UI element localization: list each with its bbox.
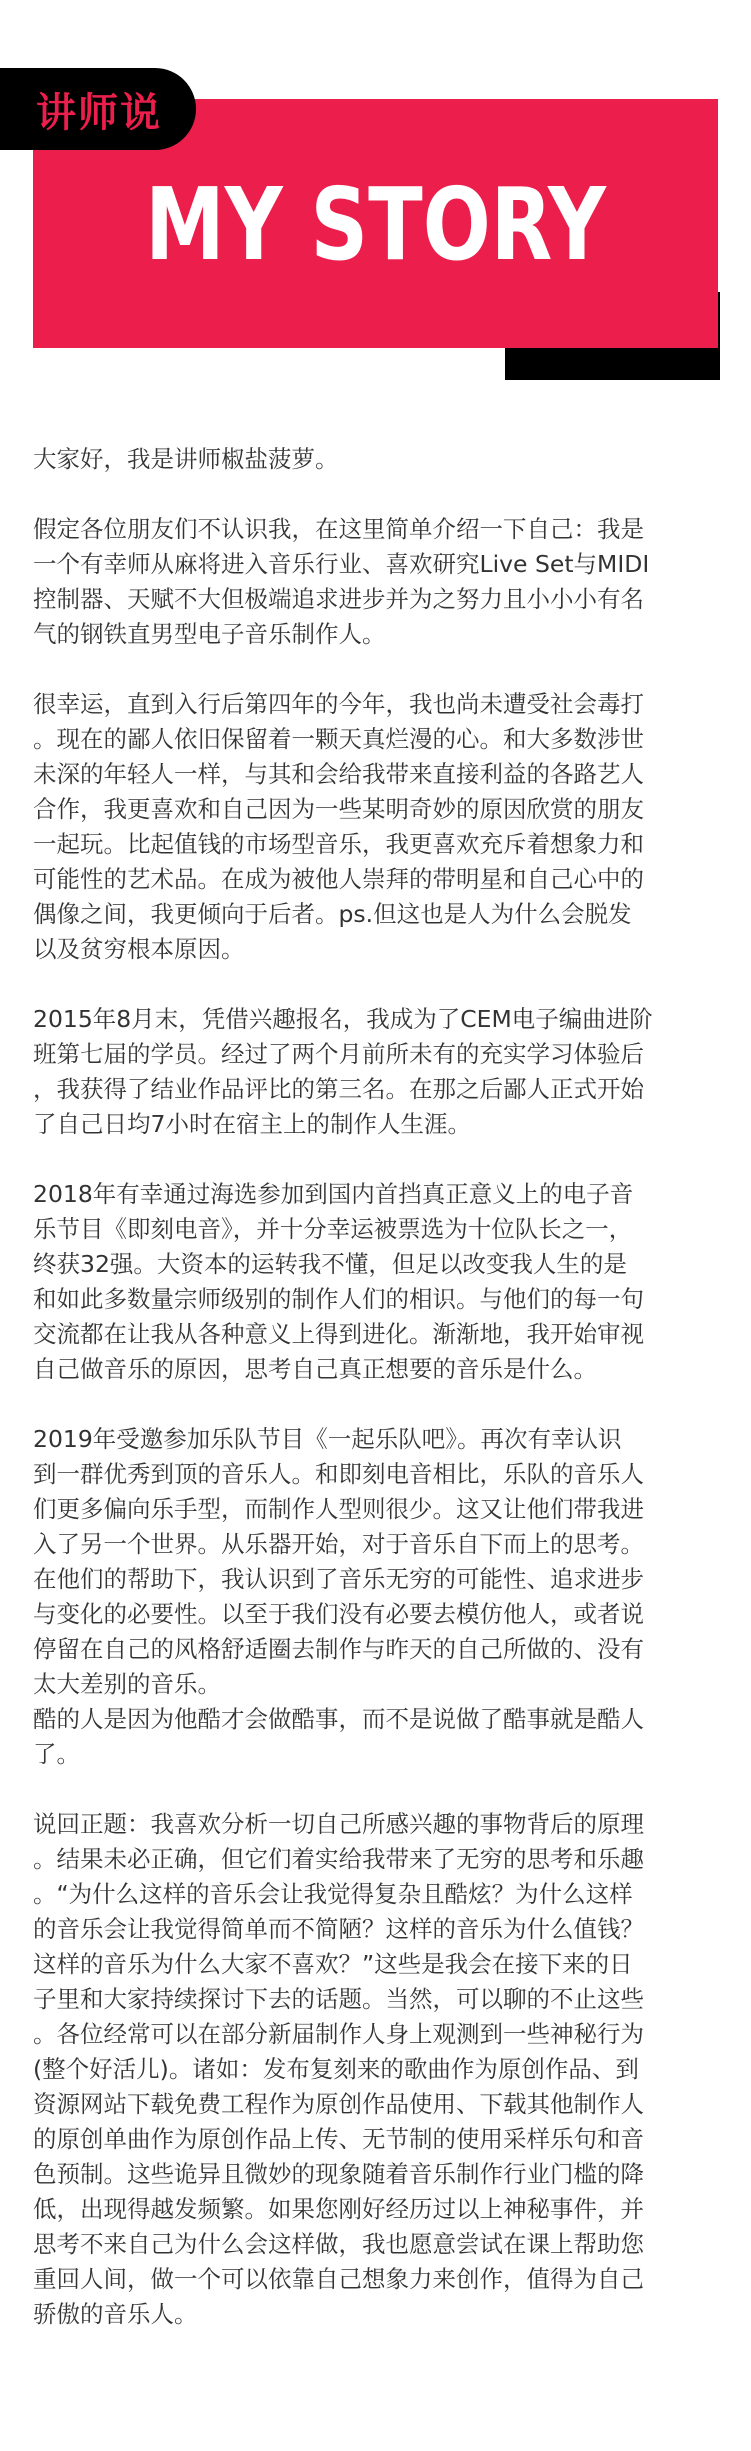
- paragraph-lucky: 很幸运，直到入行后第四年的今年，我也尚未遭受社会毒打 。现在的鄙人依旧保留着一颗天真烂漫的心。和大多数涉世 未深的年轻人一样，与其和会给我带来直接利益的各路艺人 合作，我更喜欢和自己因为一些某明奇妙的原因欣赏的朋友 一起玩。比起值钱的市场型音乐，我更喜欢充斥着想象力和 可能性的艺术品。在成为被他人崇拜的带明星和自己心中的 偶像之间，我更倾向于后者。ps.但这也是人为什么会脱发 以及贫穷根本原因。: [33, 690, 644, 963]
- paragraph-2018: 2018年有幸通过海选参加到国内首挡真正意义上的电子音 乐节目《即刻电音》，并十分幸运被票选为十位队长之一， 终获32强。大资本的运转我不懂，但足以改变我人生的是 和如此多数量宗师级别的制作人们的相识。与他们的每一句 交流都在让我从各种意义上得到进化。渐渐地，我开始审视 自己做音乐的原因，思考自己真正想要的音乐是什么。: [33, 1180, 644, 1383]
- paragraph-2015: 2015年8月末，凭借兴趣报名，我成为了CEM电子编曲进阶 班第七届的学员。经过了两个月前所未有的充实学习体验后 ，我获得了结业作品评比的第三名。在那之后鄙人正式开始 了自己日均7小时在宿主上的制作人生涯。: [33, 1005, 653, 1138]
- paragraph-introduction: 假定各位朋友们不认识我，在这里简单介绍一下自己：我是 一个有幸师从麻将进入音乐行业、喜欢研究Live Set与MIDI 控制器、天赋不大但极端追求进步并为之努力且小小小有名 气的钢铁直男型电子音乐制作人。: [33, 515, 650, 648]
- paragraph-greeting: 大家好，我是讲师椒盐菠萝。: [33, 445, 339, 473]
- tag-label: 讲师说: [36, 89, 162, 136]
- lecturer-says-tag: [0, 68, 196, 150]
- paragraph-2019: 2019年受邀参加乐队节目《一起乐队吧》。再次有幸认识 到一群优秀到顶的音乐人。和即刻电音相比，乐队的音乐人 们更多偏向乐手型，而制作人型则很少。这又让他们带我进 入了另一个世界。从乐器开始，对于音乐自下而上的思考。 在他们的帮助下，我认识到了音乐无穷的可能性、追求进步 与变化的必要性。以至于我们没有必要去模仿他人，或者说 停留在自己的风格舒适圈去制作与昨天的自己所做的、没有 太大差别的音乐。 酷的人是因为他酷才会做酷事，而不是说做了酷事就是酷人 了。: [33, 1425, 644, 1768]
- paragraph-main-topic: 说回正题：我喜欢分析一切自己所感兴趣的事物背后的原理 。结果未必正确，但它们着实给我带来了无穷的思考和乐趣 。“为什么这样的音乐会让我觉得复杂且酷炫？为什么这样 的音乐会让我觉得简单而不简陋？这样的音乐为什么值钱？ 这样的音乐为什么大家不喜欢？”这些是我会在接下来的日 子里和大家持续探讨下去的话题。当然，可以聊的不止这些 。各位经常可以在部分新届制作人身上观测到一些神秘行为 (整个好活儿)。诸如：发布复刻来的歌曲作为原创作品、到 资源网站下载免费工程作为原创作品使用、下载其他制作人 的原创单曲作为原创作品上传、无节制的使用采样乐句和音 色预制。这些诡异且微妙的现象随着音乐制作行业门槛的降 低，出现得越发频繁。如果您刚好经历过以上神秘事件，并 思考不来自己为什么会这样做，我也愿意尝试在课上帮助您 重回人间，做一个可以依靠自己想象力来创作，值得为自己 骄傲的音乐人。: [33, 1810, 644, 2328]
- story-body: [33, 442, 717, 2367]
- page-title: MY STORY: [145, 166, 606, 283]
